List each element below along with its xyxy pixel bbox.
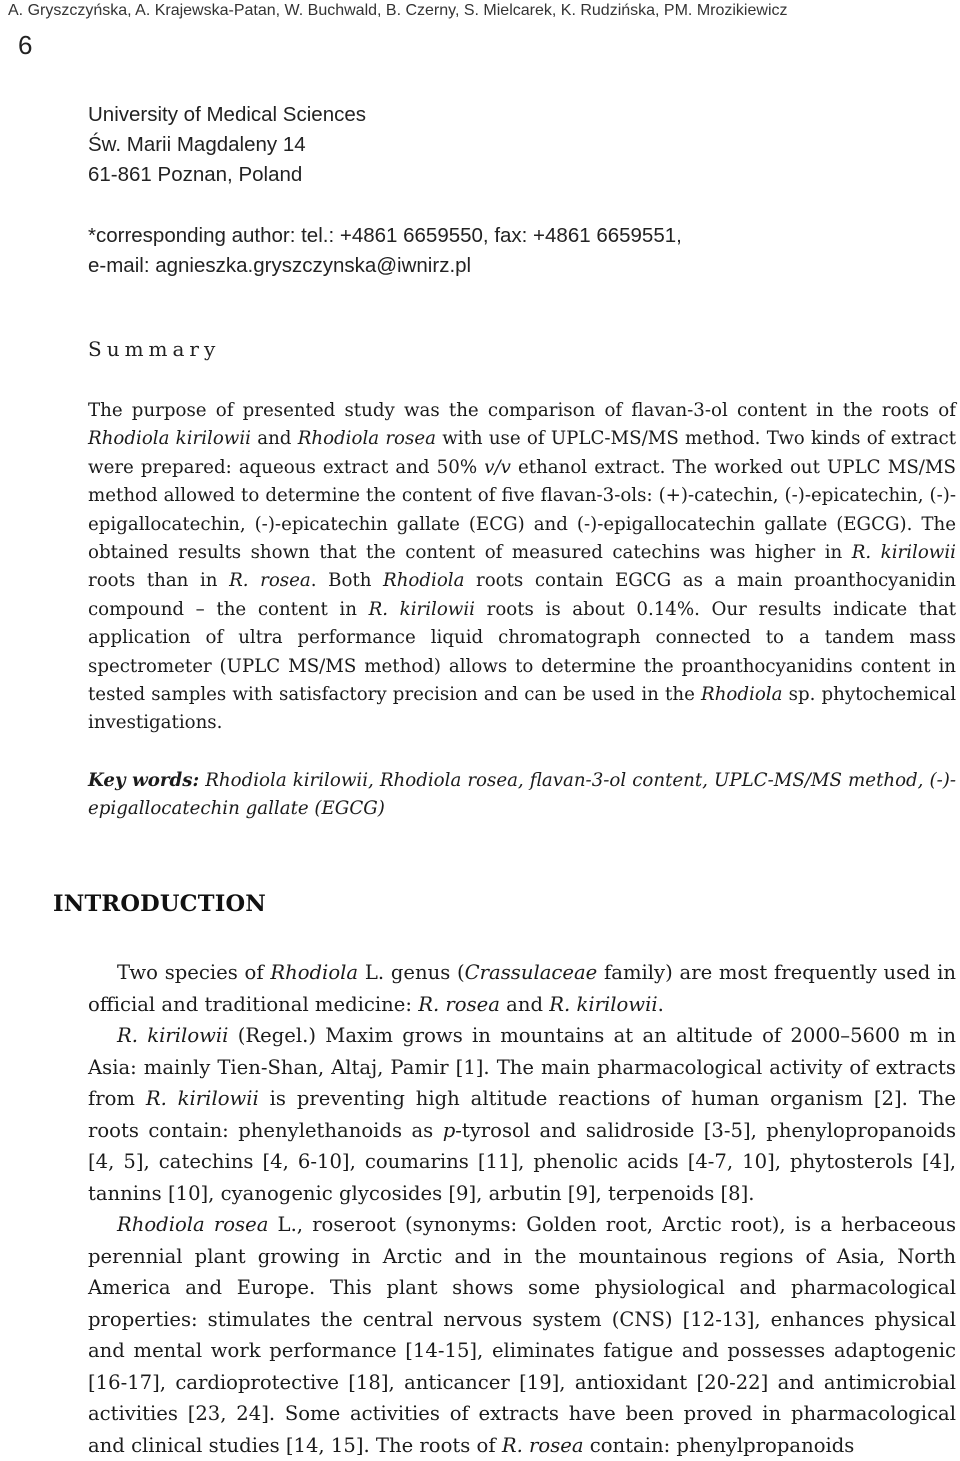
- text-run: Two species of: [117, 961, 271, 984]
- species-name: R. kirilowii: [549, 992, 658, 1016]
- text-run: L. genus (: [358, 961, 465, 984]
- text-run: L., roseroot (synonyms: Golden root, Arctic root), is a herbaceous perennial plant growing in Arctic and in the mountainous regions of Asia, North America and Europe. This plant shows some physiological and pharmacological properties: stimulates the central nervous system (CNS) [12-13], enhances physical and mental work performance [14-15], eliminates fatigue and possesses adaptogenic [16-17], cardioprotective [18], anticancer [19], antioxidant [20-22] and antimicrobial activities [23, 24]. Some activities of extracts have been proved in pharmacological and clinical studies [14, 15]. The roots of: [88, 1213, 956, 1457]
- summary-paragraph: [88, 397, 956, 738]
- species-name: R. kirilowii: [145, 1087, 259, 1110]
- prefix-italic: p: [442, 1118, 456, 1142]
- species-name: R. rosea: [501, 1433, 584, 1457]
- text-run: family) are most frequently used in official and traditional medicine:: [88, 961, 956, 1016]
- species-name: R. kirilowii: [117, 1024, 229, 1047]
- text-run: with use of UPLC-MS/MS method. Two kinds of extract were prepared: aqueous extract and 50%: [88, 428, 957, 478]
- species-name: R. kirilowii: [368, 598, 475, 620]
- text-run: ethanol extract. The worked out UPLC MS/MS method allowed to determine the content of five flavan-3-ols: (+)-catechin, (-)-epicatechin, (-)-epigallocatechin, (-)-epicatechin gallate (ECG) and (-)-epigallocatechin gallate (EGCG). The obtained results shown that the content of measured catechins was higher in: [88, 456, 957, 564]
- species-name: Rhodiola rosea: [297, 428, 436, 450]
- unit-ratio: v/v: [484, 456, 511, 478]
- affiliation-line: Św. Marii Magdaleny 14: [88, 133, 306, 156]
- species-name: Rhodiola rosea: [117, 1213, 269, 1236]
- text-run: .: [657, 992, 664, 1016]
- affiliation-line: 61-861 Poznan, Poland: [88, 163, 303, 186]
- keywords-paragraph: [88, 767, 956, 824]
- text-run: sp. phytochemical investigations.: [88, 684, 957, 734]
- text-run: roots than in: [88, 570, 230, 592]
- summary-heading: Summary: [88, 337, 221, 361]
- text-run: The purpose of presented study was the comparison of flavan-3-ol content in the roots of: [88, 400, 956, 421]
- text-run: roots is about 0.14%. Our results indicate that application of ultra performance liquid chromatograph connected to a tandem mass spectrometer (UPLC MS/MS method) allows to determine the proanthocyanidins content in tested samples with satisfactory precision and can be used in the: [88, 598, 957, 706]
- keywords-text: Rhodiola kirilowii, Rhodiola rosea, flavan-3-ol content, UPLC-MS/MS method, (-)-epigallocatechin gallate (EGCG): [88, 770, 956, 820]
- contact-block: [88, 221, 948, 281]
- genus-name: Rhodiola: [270, 961, 359, 984]
- contact-email: e-mail: agnieszka.gryszczynska@iwnirz.pl: [88, 254, 472, 277]
- contact-phone-fax: *corresponding author: tel.: +4861 6659550, fax: +4861 6659551,: [88, 224, 682, 247]
- genus-name: Rhodiola: [383, 570, 465, 592]
- running-header: A. Gryszczyńska, A. Krajewska-Patan, W. Buchwald, B. Czerny, S. Mielcarek, K. Rudzińska, PM. Mrozikiewicz: [8, 2, 788, 19]
- species-name: Rhodiola kirilowii: [88, 428, 251, 450]
- text-run: (Regel.) Maxim grows in mountains at an altitude of 2000–5600 m in Asia: mainly Tien-Shan, Altaj, Pamir [1]. The main pharmacological activity of extracts from: [88, 1024, 956, 1110]
- intro-paragraph: [88, 1209, 956, 1461]
- summary-section: [88, 397, 956, 738]
- species-name: R. kirilowii: [851, 542, 956, 564]
- species-name: R. rosea: [418, 992, 500, 1016]
- affiliation-block: [88, 100, 948, 190]
- family-name: Crassulaceae: [464, 961, 598, 984]
- text-run: roots contain EGCG as a main proanthocyanidin compound – the content in: [88, 570, 956, 620]
- species-name: R. rosea: [229, 570, 311, 592]
- text-run: contain: phenylpropanoids: [583, 1433, 855, 1457]
- page-number: 6: [18, 30, 33, 60]
- intro-paragraph: [88, 957, 956, 1020]
- text-run: and: [251, 428, 298, 450]
- genus-name: Rhodiola: [701, 684, 783, 706]
- text-run: -tyrosol and salidroside [3-5], phenylopropanoids [4, 5], catechins [4, 6-10], coumarins [11], phenolic acids [4-7, 10], phytosterols [4], tannins [10], cyanogenic glycosides [9], arbutin [9], terpenoids [8].: [88, 1118, 957, 1205]
- text-run: and: [499, 992, 550, 1016]
- text-run: . Both: [310, 570, 384, 592]
- keywords-section: [88, 767, 956, 824]
- intro-paragraph: [88, 1020, 956, 1209]
- section-title-introduction: INTRODUCTION: [53, 891, 267, 917]
- keywords-label: Key words:: [88, 770, 200, 791]
- text-run: is preventing high altitude reactions of human organism [2]. The roots contain: phenylethanoids as: [88, 1087, 956, 1142]
- introduction-body: [88, 957, 956, 1461]
- affiliation-line: University of Medical Sciences: [88, 103, 366, 126]
